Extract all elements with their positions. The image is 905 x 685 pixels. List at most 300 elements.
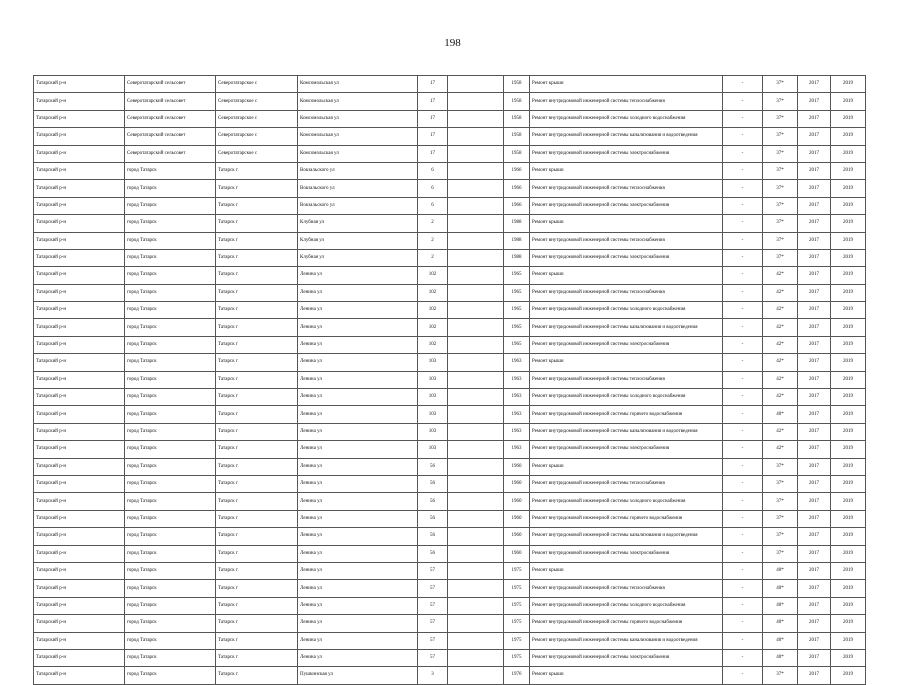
end-year-cell: 2019 [831, 302, 866, 319]
year-cell: 1975 [504, 615, 530, 632]
value-cell: 37* [763, 215, 798, 232]
district-cell: Татарский р-н [34, 319, 125, 336]
start-year-cell: 2017 [798, 649, 831, 666]
year-cell: 1988 [504, 215, 530, 232]
dash-cell: - [723, 162, 763, 179]
value-cell: 37* [763, 180, 798, 197]
blank-cell [448, 76, 504, 93]
year-cell: 1976 [504, 667, 530, 684]
start-year-cell: 2017 [798, 389, 831, 406]
street-cell: Ленина ул [298, 267, 418, 284]
work-type-cell: Ремонт внутридомовой инженерной системы канализования и водоотведения [530, 632, 723, 649]
end-year-cell: 2019 [831, 319, 866, 336]
work-type-cell: Ремонт внутридомовой инженерной системы теплоснабжения [530, 475, 723, 492]
dash-cell: - [723, 649, 763, 666]
work-type-cell: Ремонт внутридомовой инженерной системы холодного водоснабжения [530, 302, 723, 319]
municipality-cell: город Татарск [125, 493, 216, 510]
house-number-cell: 17 [418, 128, 448, 145]
house-number-cell: 103 [418, 371, 448, 388]
year-cell: 1958 [504, 145, 530, 162]
table-row [34, 180, 866, 197]
dash-cell: - [723, 475, 763, 492]
year-cell: 1965 [504, 267, 530, 284]
blank-cell [448, 597, 504, 614]
dash-cell: - [723, 441, 763, 458]
year-cell: 1966 [504, 180, 530, 197]
locality-cell: Северотатарское с [216, 145, 298, 162]
year-cell: 1960 [504, 458, 530, 475]
year-cell: 1975 [504, 580, 530, 597]
street-cell: Ленина ул [298, 406, 418, 423]
street-cell: Комсомольская ул [298, 93, 418, 110]
end-year-cell: 2019 [831, 441, 866, 458]
municipality-cell: Северотатарский сельсовет [125, 110, 216, 127]
start-year-cell: 2017 [798, 93, 831, 110]
locality-cell: Татарск г [216, 597, 298, 614]
year-cell: 1958 [504, 110, 530, 127]
value-cell: 42* [763, 267, 798, 284]
district-cell: Татарский р-н [34, 528, 125, 545]
end-year-cell: 2019 [831, 406, 866, 423]
municipality-cell: город Татарск [125, 371, 216, 388]
district-cell: Татарский р-н [34, 649, 125, 666]
street-cell: Ленина ул [298, 302, 418, 319]
end-year-cell: 2019 [831, 580, 866, 597]
blank-cell [448, 110, 504, 127]
end-year-cell: 2019 [831, 423, 866, 440]
street-cell: Ленина ул [298, 423, 418, 440]
start-year-cell: 2017 [798, 632, 831, 649]
value-cell: 40* [763, 406, 798, 423]
table-row [34, 215, 866, 232]
house-number-cell: 57 [418, 580, 448, 597]
table-row [34, 580, 866, 597]
value-cell: 37* [763, 197, 798, 214]
street-cell: Вокзальского ул [298, 180, 418, 197]
value-cell: 37* [763, 458, 798, 475]
dash-cell: - [723, 232, 763, 249]
start-year-cell: 2017 [798, 441, 831, 458]
end-year-cell: 2019 [831, 249, 866, 266]
district-cell: Татарский р-н [34, 510, 125, 527]
year-cell: 1963 [504, 423, 530, 440]
year-cell: 1965 [504, 336, 530, 353]
table-row [34, 545, 866, 562]
house-number-cell: 103 [418, 441, 448, 458]
year-cell: 1963 [504, 441, 530, 458]
work-type-cell: Ремонт внутридомовой инженерной системы электроснабжения [530, 197, 723, 214]
locality-cell: Татарск г [216, 667, 298, 684]
value-cell: 37* [763, 249, 798, 266]
value-cell: 37* [763, 128, 798, 145]
municipality-cell: Северотатарский сельсовет [125, 145, 216, 162]
blank-cell [448, 162, 504, 179]
end-year-cell: 2019 [831, 284, 866, 301]
end-year-cell: 2019 [831, 458, 866, 475]
district-cell: Татарский р-н [34, 197, 125, 214]
table-row [34, 319, 866, 336]
end-year-cell: 2019 [831, 528, 866, 545]
house-number-cell: 17 [418, 76, 448, 93]
locality-cell: Татарск г [216, 389, 298, 406]
dash-cell: - [723, 528, 763, 545]
value-cell: 42* [763, 354, 798, 371]
dash-cell: - [723, 562, 763, 579]
street-cell: Клубная ул [298, 232, 418, 249]
municipality-cell: город Татарск [125, 406, 216, 423]
work-type-cell: Ремонт внутридомовой инженерной системы теплоснабжения [530, 180, 723, 197]
municipality-cell: город Татарск [125, 319, 216, 336]
year-cell: 1963 [504, 389, 530, 406]
year-cell: 1958 [504, 76, 530, 93]
year-cell: 1963 [504, 354, 530, 371]
value-cell: 37* [763, 528, 798, 545]
dash-cell: - [723, 145, 763, 162]
dash-cell: - [723, 76, 763, 93]
municipality-cell: город Татарск [125, 197, 216, 214]
municipality-cell: город Татарск [125, 389, 216, 406]
district-cell: Татарский р-н [34, 667, 125, 684]
blank-cell [448, 128, 504, 145]
year-cell: 1960 [504, 475, 530, 492]
house-number-cell: 3 [418, 667, 448, 684]
start-year-cell: 2017 [798, 458, 831, 475]
street-cell: Ленина ул [298, 649, 418, 666]
municipality-cell: город Татарск [125, 249, 216, 266]
blank-cell [448, 354, 504, 371]
year-cell: 1966 [504, 197, 530, 214]
district-cell: Татарский р-н [34, 406, 125, 423]
year-cell: 1966 [504, 162, 530, 179]
street-cell: Комсомольская ул [298, 76, 418, 93]
street-cell: Ленина ул [298, 493, 418, 510]
start-year-cell: 2017 [798, 580, 831, 597]
blank-cell [448, 580, 504, 597]
street-cell: Комсомольская ул [298, 145, 418, 162]
house-number-cell: 102 [418, 284, 448, 301]
dash-cell: - [723, 597, 763, 614]
start-year-cell: 2017 [798, 180, 831, 197]
district-cell: Татарский р-н [34, 545, 125, 562]
house-number-cell: 56 [418, 458, 448, 475]
table-row [34, 493, 866, 510]
table-row [34, 267, 866, 284]
start-year-cell: 2017 [798, 423, 831, 440]
year-cell: 1960 [504, 545, 530, 562]
district-cell: Татарский р-н [34, 302, 125, 319]
municipality-cell: город Татарск [125, 302, 216, 319]
blank-cell [448, 371, 504, 388]
locality-cell: Татарск г [216, 162, 298, 179]
value-cell: 37* [763, 145, 798, 162]
table-row [34, 615, 866, 632]
capital-repair-table [33, 75, 866, 685]
blank-cell [448, 232, 504, 249]
district-cell: Татарский р-н [34, 580, 125, 597]
locality-cell: Татарск г [216, 423, 298, 440]
work-type-cell: Ремонт внутридомовой инженерной системы электроснабжения [530, 441, 723, 458]
year-cell: 1988 [504, 232, 530, 249]
dash-cell: - [723, 354, 763, 371]
house-number-cell: 56 [418, 528, 448, 545]
street-cell: Ленина ул [298, 562, 418, 579]
house-number-cell: 6 [418, 197, 448, 214]
end-year-cell: 2019 [831, 475, 866, 492]
street-cell: Ленина ул [298, 319, 418, 336]
end-year-cell: 2019 [831, 510, 866, 527]
municipality-cell: город Татарск [125, 510, 216, 527]
house-number-cell: 102 [418, 302, 448, 319]
table-row [34, 510, 866, 527]
district-cell: Татарский р-н [34, 215, 125, 232]
street-cell: Ленина ул [298, 545, 418, 562]
start-year-cell: 2017 [798, 76, 831, 93]
table-row [34, 632, 866, 649]
house-number-cell: 57 [418, 615, 448, 632]
municipality-cell: город Татарск [125, 649, 216, 666]
end-year-cell: 2019 [831, 336, 866, 353]
work-type-cell: Ремонт внутридомовой инженерной системы теплоснабжения [530, 580, 723, 597]
end-year-cell: 2019 [831, 162, 866, 179]
start-year-cell: 2017 [798, 354, 831, 371]
table-row [34, 475, 866, 492]
locality-cell: Северотатарское с [216, 76, 298, 93]
dash-cell: - [723, 215, 763, 232]
table-row [34, 76, 866, 93]
table-row [34, 649, 866, 666]
district-cell: Татарский р-н [34, 76, 125, 93]
page-number: 198 [444, 37, 461, 49]
street-cell: Ленина ул [298, 528, 418, 545]
blank-cell [448, 615, 504, 632]
value-cell: 40* [763, 649, 798, 666]
table-row [34, 667, 866, 684]
work-type-cell: Ремонт внутридомовой инженерной системы холодного водоснабжения [530, 110, 723, 127]
district-cell: Татарский р-н [34, 128, 125, 145]
dash-cell: - [723, 197, 763, 214]
start-year-cell: 2017 [798, 667, 831, 684]
district-cell: Татарский р-н [34, 562, 125, 579]
house-number-cell: 2 [418, 232, 448, 249]
start-year-cell: 2017 [798, 197, 831, 214]
locality-cell: Татарск г [216, 493, 298, 510]
start-year-cell: 2017 [798, 562, 831, 579]
street-cell: Ленина ул [298, 615, 418, 632]
year-cell: 1960 [504, 510, 530, 527]
street-cell: Ленина ул [298, 371, 418, 388]
value-cell: 37* [763, 545, 798, 562]
dash-cell: - [723, 615, 763, 632]
blank-cell [448, 302, 504, 319]
year-cell: 1958 [504, 128, 530, 145]
district-cell: Татарский р-н [34, 232, 125, 249]
start-year-cell: 2017 [798, 406, 831, 423]
table-row [34, 145, 866, 162]
municipality-cell: город Татарск [125, 580, 216, 597]
blank-cell [448, 528, 504, 545]
end-year-cell: 2019 [831, 76, 866, 93]
street-cell: Ленина ул [298, 354, 418, 371]
municipality-cell: город Татарск [125, 284, 216, 301]
locality-cell: Татарск г [216, 632, 298, 649]
municipality-cell: город Татарск [125, 632, 216, 649]
work-type-cell: Ремонт внутридомовой инженерной системы электроснабжения [530, 545, 723, 562]
municipality-cell: Северотатарский сельсовет [125, 93, 216, 110]
value-cell: 37* [763, 667, 798, 684]
table-row [34, 162, 866, 179]
start-year-cell: 2017 [798, 545, 831, 562]
end-year-cell: 2019 [831, 649, 866, 666]
work-type-cell: Ремонт крыши [530, 458, 723, 475]
district-cell: Татарский р-н [34, 371, 125, 388]
house-number-cell: 57 [418, 562, 448, 579]
year-cell: 1975 [504, 597, 530, 614]
start-year-cell: 2017 [798, 215, 831, 232]
district-cell: Татарский р-н [34, 632, 125, 649]
table-row [34, 284, 866, 301]
house-number-cell: 17 [418, 110, 448, 127]
work-type-cell: Ремонт внутридомовой инженерной системы теплоснабжения [530, 93, 723, 110]
district-cell: Татарский р-н [34, 110, 125, 127]
street-cell: Клубная ул [298, 215, 418, 232]
end-year-cell: 2019 [831, 93, 866, 110]
house-number-cell: 102 [418, 267, 448, 284]
locality-cell: Татарск г [216, 267, 298, 284]
table-row [34, 441, 866, 458]
blank-cell [448, 319, 504, 336]
value-cell: 42* [763, 302, 798, 319]
blank-cell [448, 249, 504, 266]
municipality-cell: город Татарск [125, 615, 216, 632]
locality-cell: Татарск г [216, 336, 298, 353]
house-number-cell: 57 [418, 632, 448, 649]
blank-cell [448, 510, 504, 527]
table-row [34, 354, 866, 371]
work-type-cell: Ремонт крыши [530, 215, 723, 232]
end-year-cell: 2019 [831, 232, 866, 249]
street-cell: Ленина ул [298, 580, 418, 597]
municipality-cell: город Татарск [125, 528, 216, 545]
work-type-cell: Ремонт крыши [530, 162, 723, 179]
value-cell: 40* [763, 632, 798, 649]
table-row [34, 197, 866, 214]
table-row [34, 110, 866, 127]
street-cell: Ленина ул [298, 510, 418, 527]
house-number-cell: 6 [418, 162, 448, 179]
blank-cell [448, 284, 504, 301]
house-number-cell: 103 [418, 406, 448, 423]
work-type-cell: Ремонт внутридомовой инженерной системы горячего водоснабжения [530, 615, 723, 632]
value-cell: 37* [763, 93, 798, 110]
district-cell: Татарский р-н [34, 249, 125, 266]
street-cell: Ленина ул [298, 632, 418, 649]
work-type-cell: Ремонт внутридомовой инженерной системы канализования и водоотведения [530, 128, 723, 145]
district-cell: Татарский р-н [34, 336, 125, 353]
end-year-cell: 2019 [831, 197, 866, 214]
district-cell: Татарский р-н [34, 615, 125, 632]
dash-cell: - [723, 545, 763, 562]
work-type-cell: Ремонт крыши [530, 267, 723, 284]
district-cell: Татарский р-н [34, 354, 125, 371]
street-cell: Комсомольская ул [298, 110, 418, 127]
year-cell: 1963 [504, 371, 530, 388]
value-cell: 37* [763, 475, 798, 492]
work-type-cell: Ремонт внутридомовой инженерной системы теплоснабжения [530, 232, 723, 249]
locality-cell: Северотатарское с [216, 128, 298, 145]
municipality-cell: город Татарск [125, 180, 216, 197]
district-cell: Татарский р-н [34, 284, 125, 301]
end-year-cell: 2019 [831, 145, 866, 162]
end-year-cell: 2019 [831, 354, 866, 371]
end-year-cell: 2019 [831, 267, 866, 284]
locality-cell: Татарск г [216, 284, 298, 301]
work-type-cell: Ремонт внутридомовой инженерной системы электроснабжения [530, 249, 723, 266]
locality-cell: Татарск г [216, 406, 298, 423]
table-row [34, 389, 866, 406]
start-year-cell: 2017 [798, 510, 831, 527]
end-year-cell: 2019 [831, 389, 866, 406]
locality-cell: Татарск г [216, 580, 298, 597]
dash-cell: - [723, 267, 763, 284]
year-cell: 1988 [504, 249, 530, 266]
table-row [34, 458, 866, 475]
district-cell: Татарский р-н [34, 145, 125, 162]
municipality-cell: город Татарск [125, 354, 216, 371]
locality-cell: Татарск г [216, 371, 298, 388]
dash-cell: - [723, 336, 763, 353]
value-cell: 42* [763, 389, 798, 406]
municipality-cell: город Татарск [125, 441, 216, 458]
start-year-cell: 2017 [798, 528, 831, 545]
street-cell: Ленина ул [298, 336, 418, 353]
start-year-cell: 2017 [798, 493, 831, 510]
street-cell: Ленина ул [298, 475, 418, 492]
work-type-cell: Ремонт крыши [530, 667, 723, 684]
table-row [34, 528, 866, 545]
work-type-cell: Ремонт внутридомовой инженерной системы горячего водоснабжения [530, 510, 723, 527]
municipality-cell: город Татарск [125, 597, 216, 614]
house-number-cell: 56 [418, 510, 448, 527]
dash-cell: - [723, 110, 763, 127]
municipality-cell: город Татарск [125, 667, 216, 684]
start-year-cell: 2017 [798, 615, 831, 632]
work-type-cell: Ремонт внутридомовой инженерной системы электроснабжения [530, 336, 723, 353]
year-cell: 1965 [504, 302, 530, 319]
dash-cell: - [723, 284, 763, 301]
dash-cell: - [723, 93, 763, 110]
start-year-cell: 2017 [798, 284, 831, 301]
table-row [34, 562, 866, 579]
house-number-cell: 103 [418, 389, 448, 406]
district-cell: Татарский р-н [34, 267, 125, 284]
year-cell: 1960 [504, 528, 530, 545]
district-cell: Татарский р-н [34, 441, 125, 458]
end-year-cell: 2019 [831, 371, 866, 388]
locality-cell: Татарск г [216, 249, 298, 266]
municipality-cell: Северотатарский сельсовет [125, 76, 216, 93]
district-cell: Татарский р-н [34, 493, 125, 510]
dash-cell: - [723, 389, 763, 406]
house-number-cell: 103 [418, 354, 448, 371]
end-year-cell: 2019 [831, 545, 866, 562]
work-type-cell: Ремонт внутридомовой инженерной системы горячего водоснабжения [530, 406, 723, 423]
end-year-cell: 2019 [831, 180, 866, 197]
municipality-cell: город Татарск [125, 215, 216, 232]
work-type-cell: Ремонт внутридомовой инженерной системы холодного водоснабжения [530, 389, 723, 406]
value-cell: 42* [763, 284, 798, 301]
table-body [34, 76, 866, 685]
street-cell: Вокзальского ул [298, 197, 418, 214]
